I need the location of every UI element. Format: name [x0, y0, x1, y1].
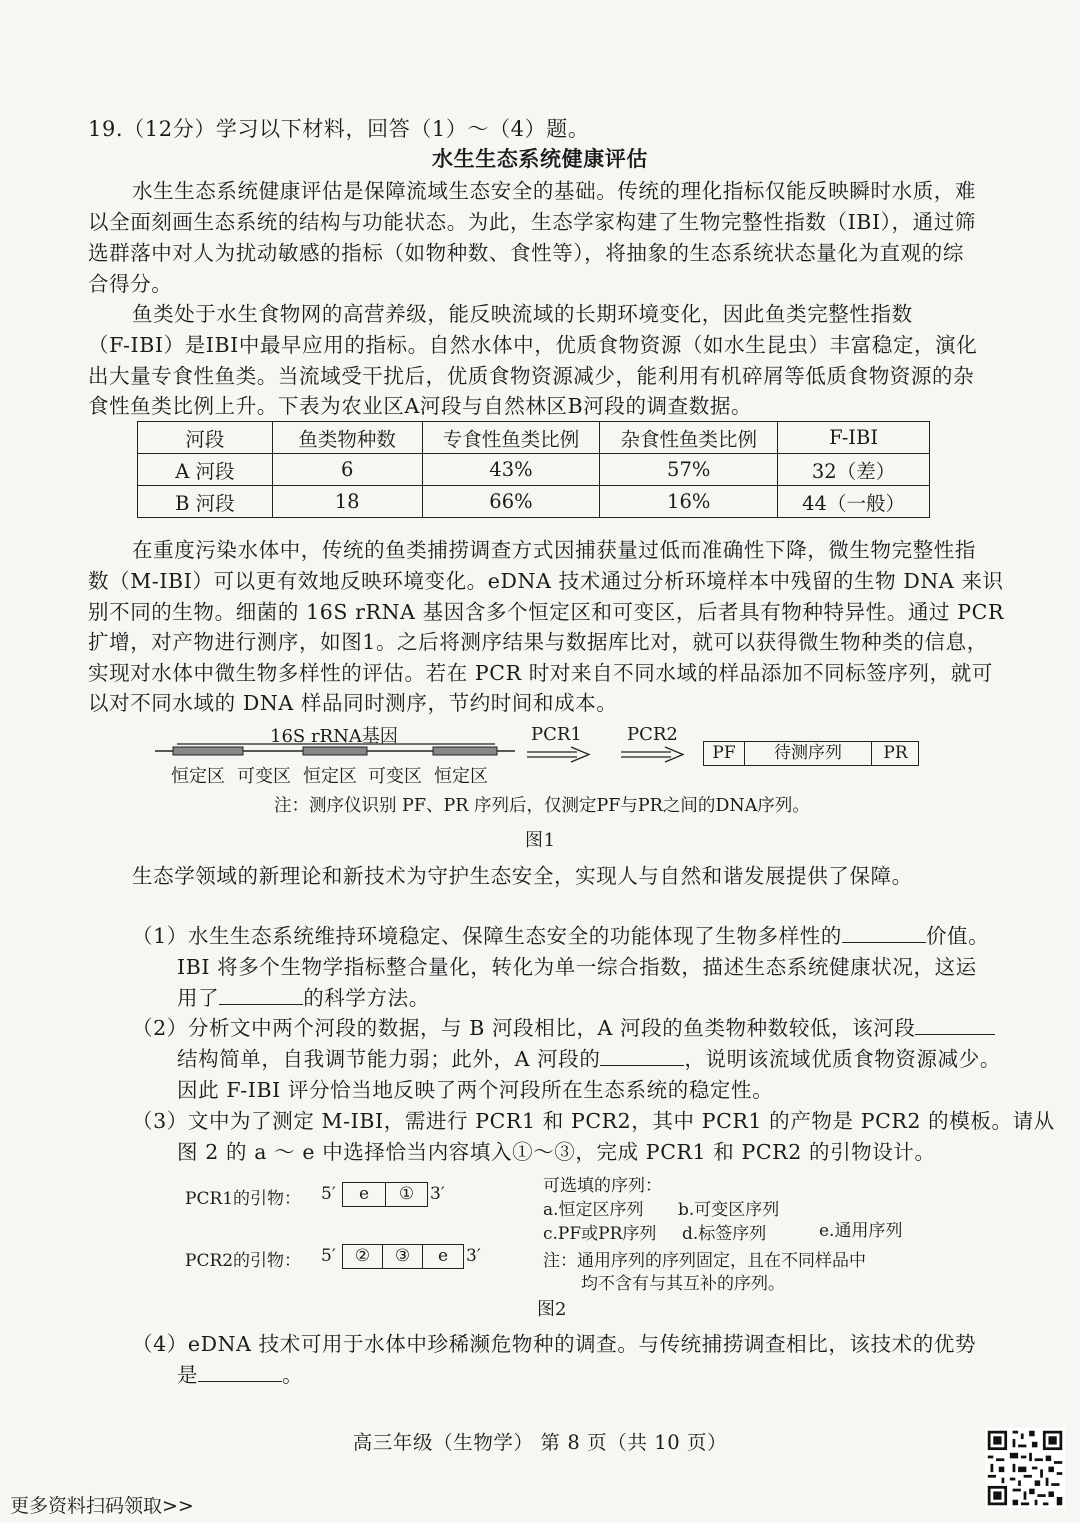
para2-line: （F-IBI）是IBI中最早应用的指标。自然水体中，优质食物资源（如水生昆虫）丰富稳定，演化 — [88, 333, 978, 357]
pcr2-label: PCR2 — [627, 724, 678, 745]
pr-segment: PR — [883, 743, 908, 763]
q2-line: 因此 F-IBI 评分恰当地反映了两个河段所在生态系统的稳定性。 — [177, 1078, 774, 1102]
table-cell: 32（差） — [778, 454, 930, 486]
q2-text: 结构简单，自我调节能力弱；此外，A 河段的 — [177, 1047, 601, 1071]
pcr1-primer-box — [342, 1182, 428, 1207]
primer-cell: ② — [343, 1245, 383, 1268]
para3-line: 数（M-IBI）可以更有效地反映环境变化。eDNA 技术通过分析环境样本中残留的生物 DNA 来识 — [88, 569, 1004, 593]
three-prime-label: 3′ — [466, 1246, 481, 1266]
para2-line: 食性鱼类比例上升。下表为农业区A河段与自然林区B河段的调查数据。 — [88, 394, 753, 418]
option-c: c.PF或PR序列 — [543, 1224, 657, 1244]
q2-text: （2）分析文中两个河段的数据，与 B 河段相比，A 河段的鱼类物种数较低，该河段 — [132, 1016, 916, 1040]
table-cell: 16% — [600, 486, 778, 518]
figure-2-note: 注：通用序列的序列固定，且在不同样品中 — [543, 1251, 866, 1271]
table-cell: 6 — [272, 454, 422, 486]
q2-line — [132, 1011, 995, 1041]
figure-1-caption: 图1 — [525, 830, 556, 851]
qr-code-icon[interactable] — [985, 1428, 1065, 1508]
q1-text: （1）水生生态系统维持环境稳定、保障生态安全的功能体现了生物多样性的 — [132, 924, 842, 948]
question-header: 19.（12分）学习以下材料，回答（1）～（4）题。 — [88, 117, 590, 141]
q4-text: 是 — [177, 1363, 199, 1387]
para1-line: 水生生态系统健康评估是保障流域生态安全的基础。传统的理化指标仅能反映瞬时水质，难 — [132, 179, 976, 203]
para3-line: 实现对水体中微生物多样性的评估。若在 PCR 时对来自不同水域的样品添加不同标签序列，就可 — [88, 661, 993, 685]
gene-label: 16S rRNA基因 — [270, 726, 398, 747]
q1-text: 用了 — [177, 986, 220, 1010]
table-row — [138, 486, 930, 518]
five-prime-label: 5′ — [321, 1184, 336, 1204]
table-header-cell: 河段 — [138, 422, 273, 454]
five-prime-label: 5′ — [321, 1246, 336, 1266]
table-cell: 44（一般） — [778, 486, 930, 518]
para1-line: 合得分。 — [88, 272, 173, 296]
q1-text: 的科学方法。 — [303, 986, 430, 1010]
answer-blank[interactable] — [219, 1004, 303, 1005]
table-header-cell: 专食性鱼类比例 — [422, 422, 600, 454]
q1-line: IBI 将多个生物学指标整合量化，转化为单一综合指数，描述生态系统健康状况，这运 — [177, 955, 977, 979]
arrow-right-icon — [527, 746, 593, 764]
table-cell: B 河段 — [138, 486, 273, 518]
para2-line: 鱼类处于水生食物网的高营养级，能反映流域的长期环境变化，因此鱼类完整性指数 — [132, 302, 913, 326]
figure-1-note: 注：测序仪识别 PF、PR 序列后，仅测定PF与PR之间的DNA序列。 — [274, 796, 810, 816]
pcr1-primer-label: PCR1的引物： — [185, 1189, 302, 1209]
option-d: d.标签序列 — [682, 1224, 767, 1244]
option-a: a.恒定区序列 — [543, 1200, 644, 1220]
answer-blank[interactable] — [600, 1065, 684, 1066]
q4-text: 。 — [282, 1363, 304, 1387]
q1-line — [177, 981, 430, 1011]
table-row — [138, 454, 930, 486]
target-sequence-segment: 待测序列 — [745, 742, 872, 765]
para3-line: 扩增，对产物进行测序，如图1。之后将测序结果与数据库比对，就可以获得微生物种类的信息， — [88, 630, 988, 654]
figure-2 — [180, 1168, 940, 1318]
para1-line: 选群落中对人为扰动敏感的指标（如物种数、食性等），将抽象的生态系统状态量化为直观的综 — [88, 241, 964, 265]
fish-survey-table — [137, 421, 930, 518]
arrow-right-icon — [621, 746, 687, 764]
closing-paragraph: 生态学领域的新理论和新技术为守护生态安全，实现人与自然和谐发展提供了保障。 — [132, 864, 913, 888]
para3-line: 以对不同水域的 DNA 样品同时测序，节约时间和成本。 — [88, 691, 618, 715]
figure-2-caption: 图2 — [537, 1299, 567, 1320]
table-cell: 66% — [422, 486, 600, 518]
para1-line: 以全面刻画生态系统的结构与功能状态。为此，生态学家构建了生物完整性指数（IBI），通过筛 — [88, 210, 976, 234]
figure-2-note: 均不含有与其互补的序列。 — [581, 1274, 785, 1294]
primer-cell: ③ — [383, 1245, 423, 1268]
para3-line: 别不同的生物。细菌的 16S rRNA 基因含多个恒定区和可变区，后者具有物种特异性。通过 PCR — [88, 600, 1004, 624]
region-label: 恒定区 — [303, 766, 357, 787]
table-header-cell: F-IBI — [778, 422, 930, 454]
table-header-cell: 杂食性鱼类比例 — [600, 422, 778, 454]
q3-line: （3）文中为了测定 M-IBI，需进行 PCR1 和 PCR2，其中 PCR1 的产物是 PCR2 的模板。请从 — [132, 1109, 1055, 1133]
para3-line: 在重度污染水体中，传统的鱼类捕捞调查方式因捕获量过低而准确性下降，微生物完整性指 — [132, 538, 976, 562]
pcr2-primer-box — [342, 1244, 464, 1269]
primer-cell: ① — [398, 1184, 415, 1204]
region-label: 恒定区 — [434, 766, 488, 787]
options-title: 可选填的序列： — [543, 1176, 662, 1196]
q4-line: （4）eDNA 技术可用于水体中珍稀濒危物种的调查。与传统捕捞调查相比，该技术的优势 — [132, 1332, 977, 1356]
table-cell: 57% — [600, 454, 778, 486]
answer-blank[interactable] — [198, 1381, 282, 1382]
gene-bar-graphic — [155, 742, 515, 760]
article-title: 水生生态系统健康评估 — [432, 146, 648, 171]
page-footer: 高三年级（生物学） 第 8 页（共 10 页） — [352, 1431, 728, 1454]
pf-segment: PF — [704, 742, 745, 765]
sequencing-product-box — [703, 741, 919, 766]
pcr1-label: PCR1 — [531, 724, 582, 745]
region-label: 可变区 — [368, 766, 422, 787]
para2-line: 出大量专食性鱼类。当流域受干扰后，优质食物资源减少，能利用有机碎屑等低质食物资源的杂 — [88, 364, 975, 388]
answer-blank[interactable] — [915, 1034, 995, 1035]
table-cell: 43% — [422, 454, 600, 486]
region-label: 可变区 — [237, 766, 291, 787]
more-resources-link[interactable]: 更多资料扫码领取>> — [10, 1495, 194, 1517]
q2-line — [177, 1042, 1001, 1072]
region-label: 恒定区 — [171, 766, 225, 787]
q3-line: 图 2 的 a ～ e 中选择恰当内容填入①～③，完成 PCR1 和 PCR2 的引物设计。 — [177, 1140, 936, 1164]
q2-text: ，说明该流域优质食物资源减少。 — [684, 1047, 1001, 1071]
table-header-cell: 鱼类物种数 — [272, 422, 422, 454]
table-header-row — [138, 422, 930, 454]
table-cell: A 河段 — [138, 454, 273, 486]
primer-cell: e — [437, 1246, 449, 1266]
option-b: b.可变区序列 — [678, 1200, 780, 1220]
q1-text: 价值。 — [925, 924, 990, 948]
table-cell: 18 — [272, 486, 422, 518]
three-prime-label: 3′ — [430, 1184, 445, 1204]
q1-line — [132, 919, 989, 949]
pcr2-primer-label: PCR2的引物： — [185, 1251, 302, 1271]
answer-blank[interactable] — [842, 942, 926, 943]
option-e: e.通用序列 — [819, 1221, 903, 1241]
q4-line — [177, 1358, 303, 1388]
primer-cell: e — [343, 1183, 386, 1206]
